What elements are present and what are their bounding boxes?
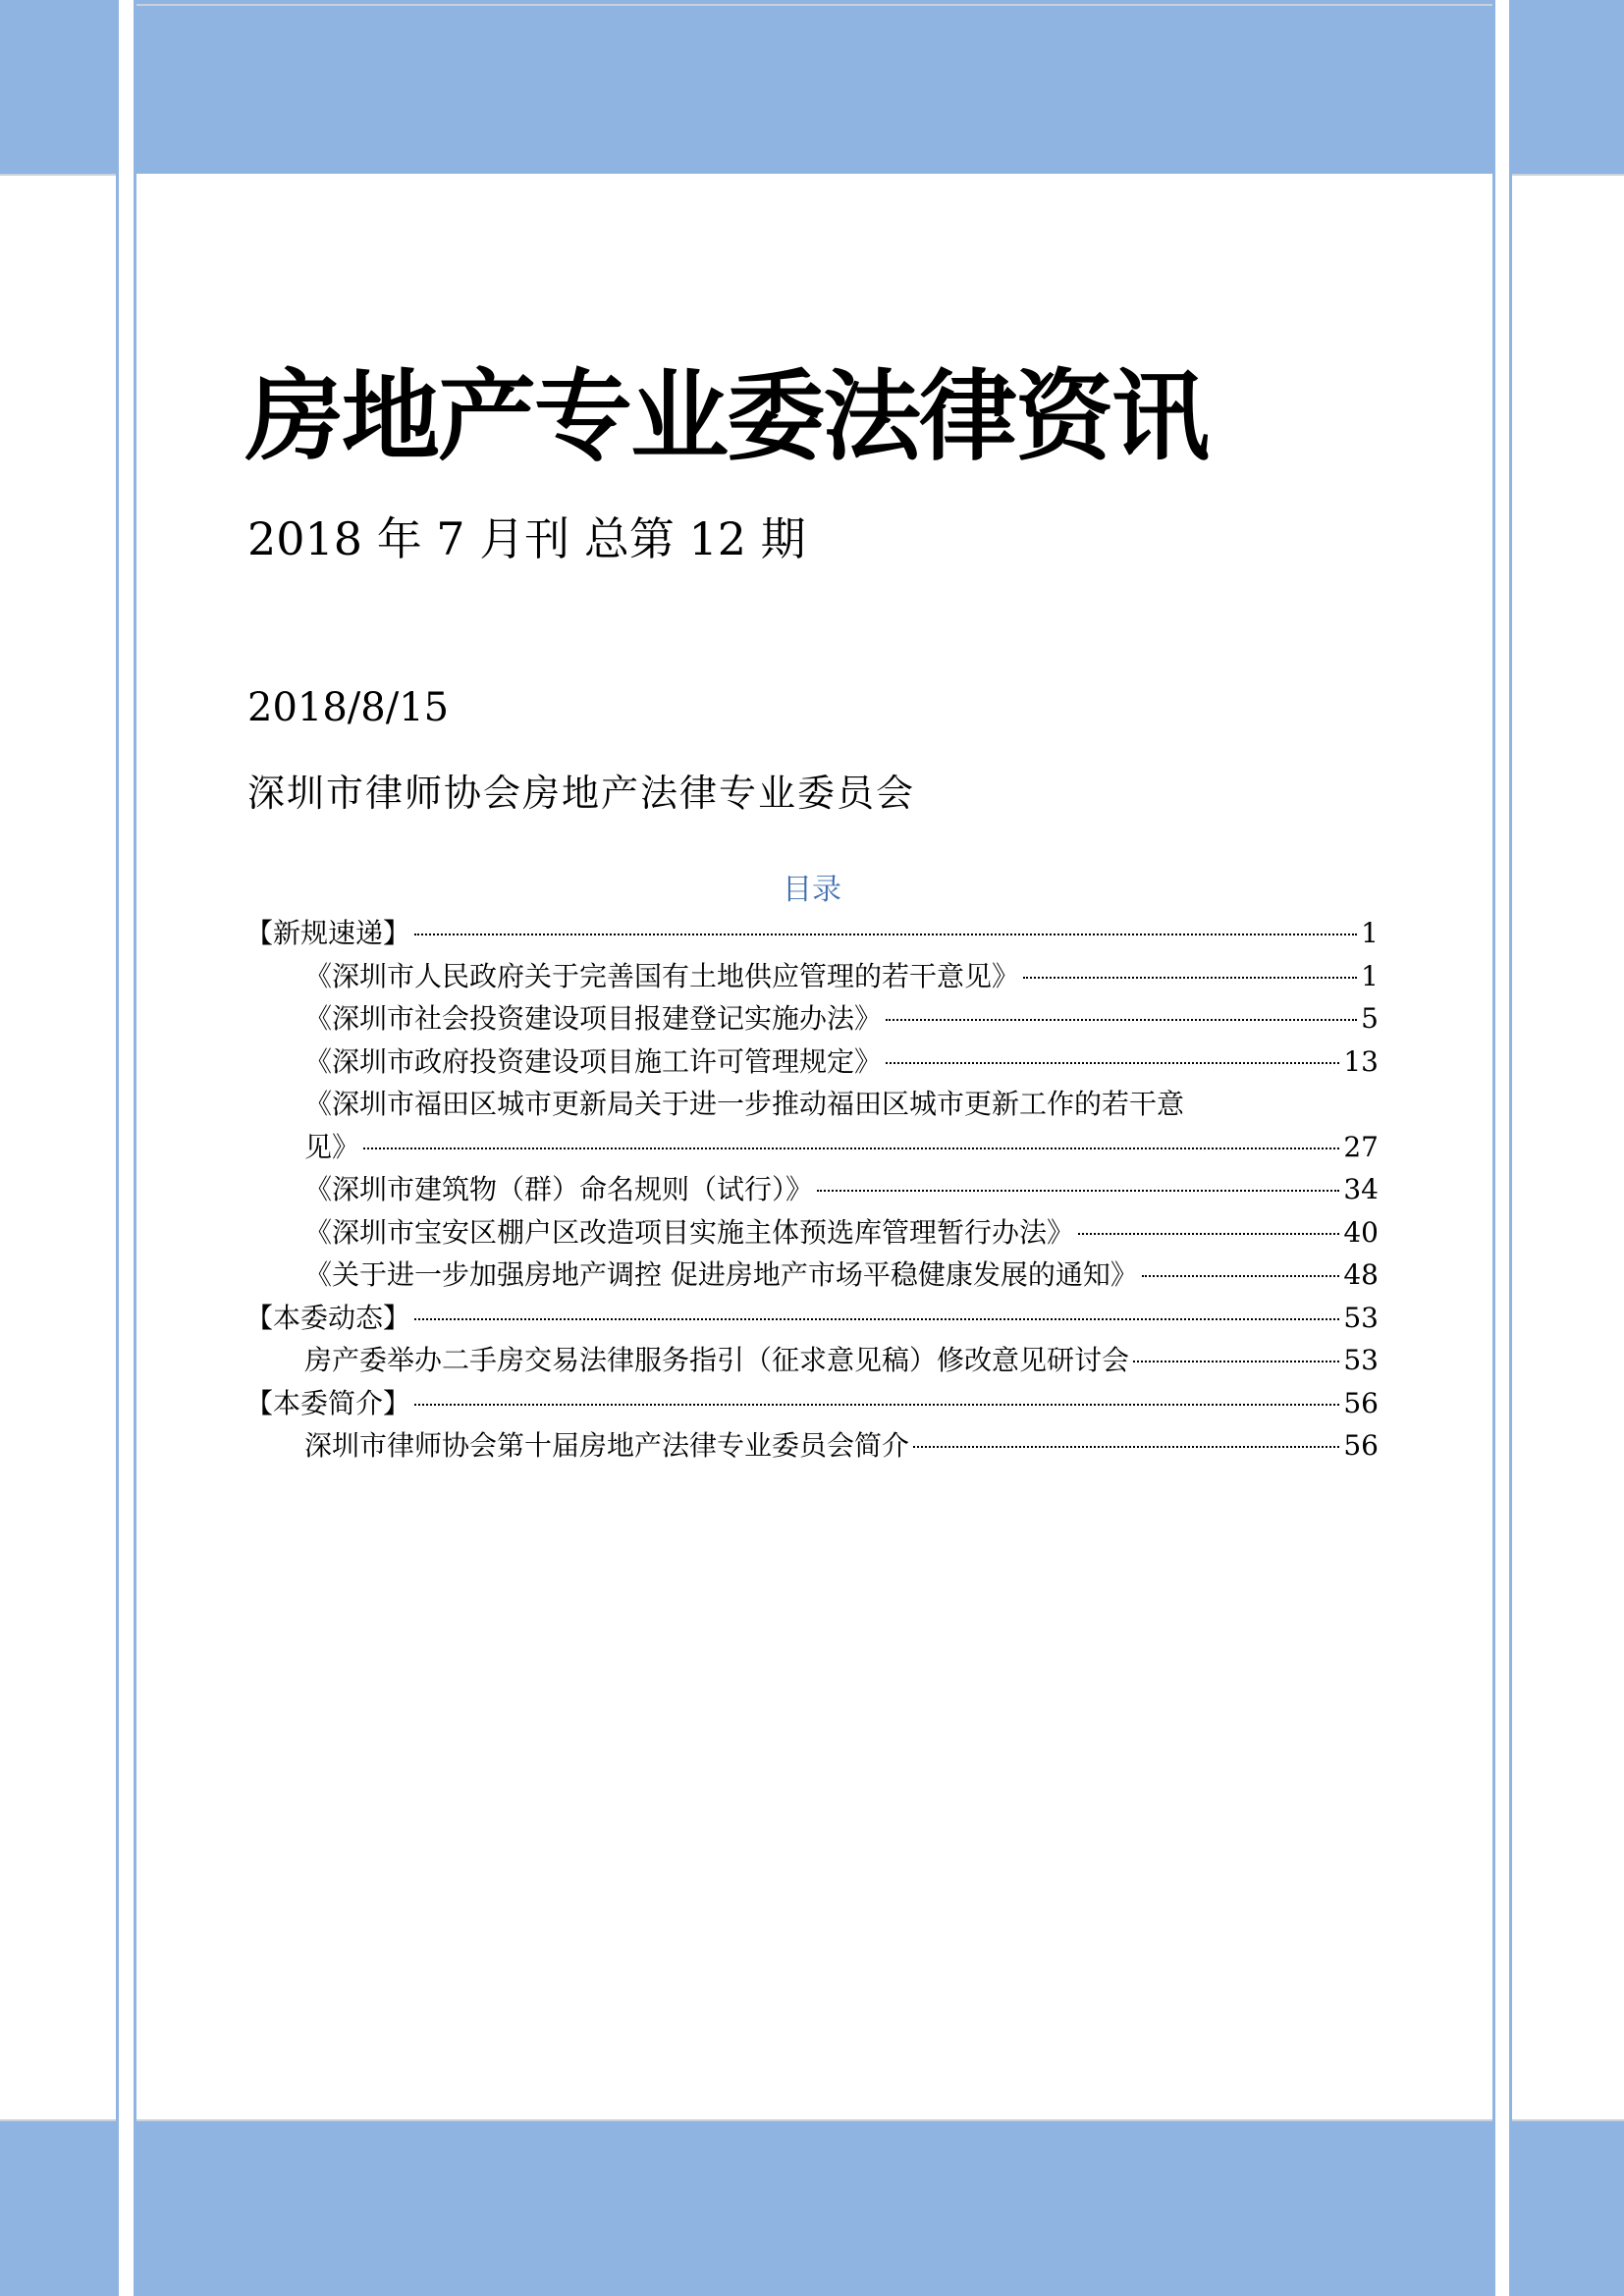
toc-entry[interactable]	[245, 1254, 1379, 1297]
toc-entry-title: 《关于进一步加强房地产调控 促进房地产市场平稳健康发展的通知》	[304, 1258, 1138, 1291]
toc-entry-page: 1	[1361, 959, 1379, 992]
toc-entry-page: 56	[1343, 1386, 1379, 1419]
toc-entry[interactable]	[245, 1297, 1379, 1340]
toc-entry-title: 《深圳市福田区城市更新局关于进一步推动福田区城市更新工作的若干意	[304, 1088, 1185, 1120]
frame-line-left-inner	[134, 0, 136, 2296]
frame-line-left-outer	[116, 0, 119, 2296]
toc-leader-dots	[817, 1190, 1339, 1192]
top-left-band	[0, 0, 116, 174]
divider-bottom-center	[136, 2119, 1492, 2121]
divider-top-center	[136, 4, 1492, 6]
toc-entry[interactable]	[245, 1339, 1379, 1382]
top-center-band	[135, 0, 1492, 174]
toc-entry-title: 房产委举办二手房交易法律服务指引（征求意见稿）修改意见研讨会	[304, 1344, 1130, 1376]
toc-entry-page: 53	[1343, 1301, 1379, 1334]
toc-entry-page: 27	[1343, 1130, 1379, 1163]
organization-name: 深圳市律师协会房地产法律专业委员会	[247, 772, 916, 815]
bottom-left-band	[0, 2121, 116, 2296]
toc-entry-page: 40	[1343, 1215, 1379, 1249]
table-of-contents	[245, 912, 1379, 1468]
issue-subtitle: 2018 年 7 月刊 总第 12 期	[247, 512, 806, 565]
top-right-band	[1512, 0, 1624, 174]
toc-heading: 目录	[783, 873, 841, 907]
toc-entry[interactable]	[245, 1041, 1379, 1084]
toc-leader-dots	[414, 1404, 1339, 1406]
toc-leader-dots	[414, 934, 1357, 935]
toc-entry-page: 1	[1361, 917, 1379, 949]
publish-date: 2018/8/15	[247, 685, 450, 730]
bottom-right-band	[1512, 2121, 1624, 2296]
toc-leader-dots	[1078, 1233, 1339, 1235]
newsletter-title: 房地产专业委法律资讯	[245, 359, 1208, 474]
toc-entry-title: 【本委简介】	[245, 1386, 411, 1419]
divider-top-right	[1512, 174, 1624, 176]
toc-leader-dots	[1023, 977, 1357, 979]
toc-leader-dots	[414, 1318, 1339, 1320]
bottom-center-band	[135, 2121, 1492, 2296]
toc-leader-dots	[1142, 1275, 1339, 1277]
toc-entry[interactable]	[245, 1424, 1379, 1468]
toc-entry-title: 《深圳市政府投资建设项目施工许可管理规定》	[304, 1044, 883, 1078]
toc-entry-title: 见》	[304, 1130, 360, 1163]
toc-entry-title: 【本委动态】	[245, 1301, 411, 1334]
toc-entry-title: 《深圳市宝安区棚户区改造项目实施主体预选库管理暂行办法》	[304, 1215, 1075, 1249]
frame-line-right-outer	[1509, 0, 1512, 2296]
toc-entry-page: 56	[1343, 1429, 1379, 1462]
toc-entry[interactable]	[245, 955, 1379, 998]
toc-entry[interactable]	[245, 1168, 1379, 1211]
divider-bottom-right	[1512, 2119, 1624, 2121]
toc-entry-page: 5	[1361, 1002, 1379, 1035]
toc-entry-page: 34	[1343, 1173, 1379, 1205]
toc-entry[interactable]	[245, 997, 1379, 1041]
toc-entry[interactable]	[245, 912, 1379, 955]
toc-leader-dots	[1133, 1361, 1339, 1362]
toc-entry[interactable]	[245, 1382, 1379, 1425]
frame-line-right-inner	[1492, 0, 1495, 2296]
toc-entry[interactable]	[245, 1083, 1379, 1126]
toc-leader-dots	[886, 1062, 1339, 1064]
toc-leader-dots	[913, 1446, 1339, 1448]
toc-leader-dots	[363, 1148, 1339, 1149]
divider-top-left	[0, 174, 116, 176]
toc-entry-page: 48	[1343, 1258, 1379, 1291]
divider-bottom-left	[0, 2119, 116, 2121]
toc-entry-title: 《深圳市建筑物（群）命名规则（试行）》	[304, 1173, 814, 1205]
toc-entry-continuation[interactable]	[245, 1126, 1379, 1169]
toc-entry-page: 13	[1343, 1044, 1379, 1078]
toc-entry-title: 《深圳市社会投资建设项目报建登记实施办法》	[304, 1002, 883, 1035]
toc-entry-page: 53	[1343, 1344, 1379, 1376]
toc-entry-title: 《深圳市人民政府关于完善国有土地供应管理的若干意见》	[304, 959, 1020, 992]
toc-entry-title: 深圳市律师协会第十届房地产法律专业委员会简介	[304, 1429, 910, 1462]
toc-entry[interactable]	[245, 1211, 1379, 1255]
toc-leader-dots	[886, 1019, 1357, 1021]
toc-entry-title: 【新规速递】	[245, 917, 411, 949]
